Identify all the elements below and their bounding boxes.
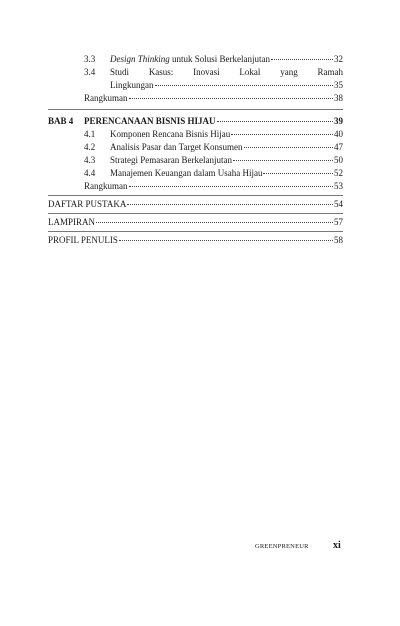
divider (48, 109, 343, 110)
word: yang (280, 67, 298, 77)
entry-page: 54 (334, 199, 343, 209)
toc-entry-4-2[interactable] (84, 142, 343, 153)
entry-label: Komponen Rencana Bisnis Hijau (110, 129, 231, 139)
running-title: GREENPRENEUR (255, 543, 309, 550)
toc-entry-rangkuman-3[interactable] (84, 93, 343, 104)
page-number: xi (333, 540, 341, 551)
chapter-number: BAB 4 (48, 116, 74, 126)
entry-label: Strategi Pemasaran Berkelanjutan (110, 155, 232, 165)
toc-entry-lampiran[interactable] (48, 217, 343, 228)
toc-entry-daftar-pustaka[interactable] (48, 199, 343, 210)
entry-label: DAFTAR PUSTAKA (48, 199, 127, 209)
dot-leader (217, 121, 333, 122)
entry-page: 38 (334, 93, 343, 103)
divider (48, 231, 343, 232)
dot-leader (271, 59, 333, 60)
entry-label: Rangkuman (84, 93, 128, 103)
entry-label: PROFIL PENULIS (48, 235, 118, 245)
entry-label: Analisis Pasar dan Target Konsumen (110, 142, 243, 152)
dot-leader (127, 204, 333, 205)
divider (48, 213, 343, 214)
entry-number: 3.4 (84, 67, 96, 77)
entry-label (110, 54, 270, 65)
entry-page: 58 (334, 235, 343, 245)
dot-leader (263, 173, 333, 174)
entry-label: Rangkuman (84, 181, 128, 191)
entry-number: 4.3 (84, 155, 96, 165)
word: Ramah (317, 67, 343, 77)
word: Kasus: (148, 67, 174, 77)
dot-leader (129, 186, 334, 187)
word: Inovasi (193, 67, 220, 77)
entry-label: LAMPIRAN (48, 217, 96, 227)
toc-entry-3-4[interactable] (84, 67, 343, 78)
entry-page: 53 (334, 181, 343, 191)
entry-label-line-2: Lingkungan (110, 80, 154, 90)
entry-number: 3.3 (84, 54, 96, 64)
entry-page: 40 (334, 129, 343, 139)
chapter-title: PERENCANAAN BISNIS HIJAU (84, 116, 216, 126)
dot-leader (96, 222, 333, 223)
entry-label: Manajemen Keuangan dalam Usaha Hijau (110, 168, 263, 178)
entry-page: 47 (334, 142, 343, 152)
entry-page: 39 (334, 116, 343, 126)
entry-label-italic: Design Thinking (110, 54, 170, 64)
toc-entry-profil-penulis[interactable] (48, 235, 343, 246)
toc-entry-rangkuman-4[interactable] (84, 181, 343, 192)
entry-number: 4.2 (84, 142, 96, 152)
dot-leader (155, 85, 334, 86)
toc-entry-4-4[interactable] (84, 168, 343, 179)
dot-leader (244, 147, 333, 148)
divider (48, 195, 343, 196)
entry-page: 57 (334, 217, 343, 227)
toc-chapter-4[interactable] (48, 116, 343, 127)
entry-label-rest: untuk Solusi Berkelanjutan (169, 54, 270, 64)
dot-leader (129, 98, 334, 99)
word: Lokal (239, 67, 261, 77)
entry-number: 4.4 (84, 168, 96, 178)
entry-page: 32 (334, 54, 343, 64)
entry-label-line-1 (110, 67, 343, 78)
toc-entry-3-3[interactable] (84, 54, 343, 65)
dot-leader (233, 160, 333, 161)
word: Studi (110, 67, 130, 77)
entry-number: 4.1 (84, 129, 96, 139)
dot-leader (231, 134, 333, 135)
dot-leader (119, 240, 333, 241)
toc-entry-4-3[interactable] (84, 155, 343, 166)
entry-page: 35 (334, 80, 343, 90)
toc-entry-4-1[interactable] (84, 129, 343, 140)
entry-page: 52 (334, 168, 343, 178)
toc-entry-3-4-continued[interactable] (110, 80, 343, 91)
entry-page: 50 (334, 155, 343, 165)
